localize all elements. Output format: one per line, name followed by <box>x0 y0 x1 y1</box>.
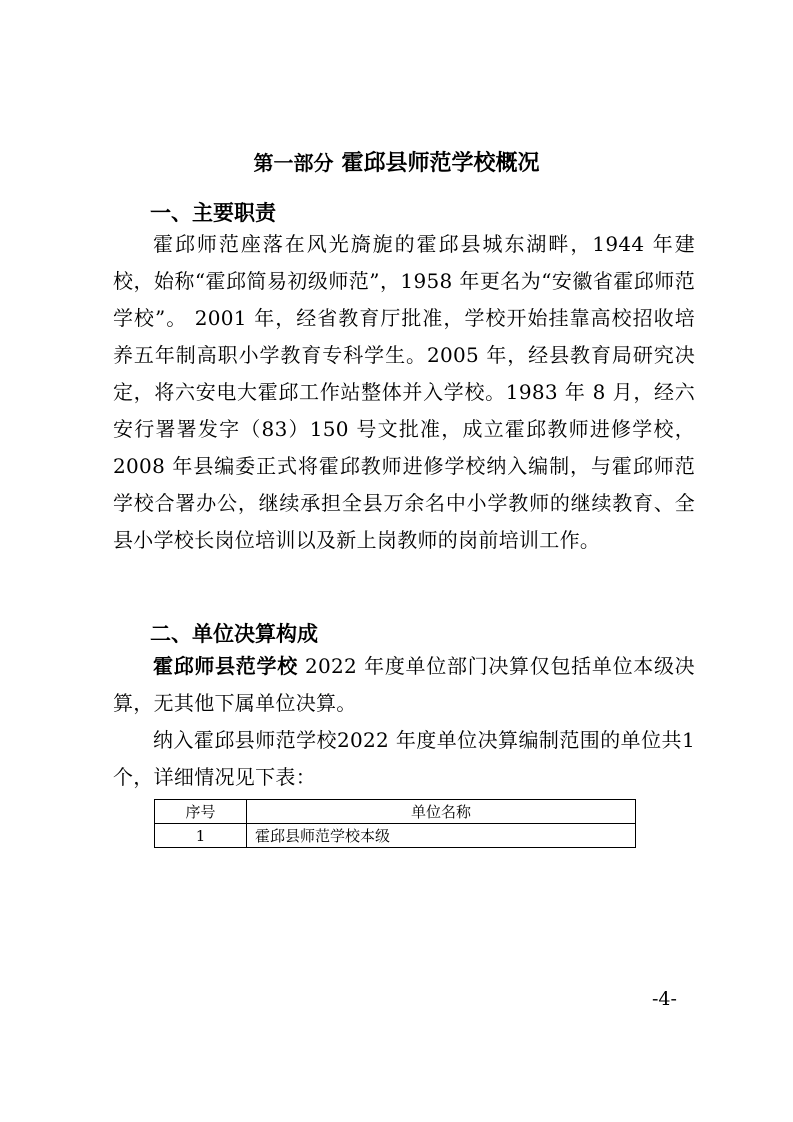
header-index: 序号 <box>155 800 247 824</box>
title-part: 第一部分 <box>253 151 334 175</box>
row-unit-name: 霍邱县师范学校本级 <box>247 824 636 848</box>
title-name: 霍邱县师范学校概况 <box>341 151 540 176</box>
page-number: -4- <box>652 988 677 1010</box>
unit-table <box>154 799 636 848</box>
header-unit-name: 单位名称 <box>247 800 636 824</box>
composition-paragraph-2: 纳入霍邱县师范学校2022 年度单位决算编制范围的单位共1个，详细情况见下表： <box>113 728 695 789</box>
composition-paragraph-1-text: 2022 年度单位部门决算仅包括单位本级决算，无其他下属单位决算。 <box>113 654 695 715</box>
page-title <box>0 146 793 177</box>
duties-paragraph: 霍邱师范座落在风光旖旎的霍邱县城东湖畔，1944 年建校，始称“霍邱简易初级师范”，1958 年更名为“安徽省霍邱师范学校”。 2001 年，经省教育厅批准，学校开始挂靠高校招收培养五年制高职小学教育专科学生。2005 年，经县教育局研究决定，将六安电大霍邱工作站整体并入学校。1983 年 8 月，经六安行署署发字（83）150 号文批准，成立霍邱教师进修学校，2008 年县编委正式将霍邱教师进修学校纳入编制，与霍邱师范学校合署办公，继续承担全县万余名中小学教师的继续教育、全县小学校长岗位培训以及新上岗教师的岗前培训工作。 <box>113 232 695 552</box>
unit-name-bold: 霍邱师县范学校 <box>153 654 298 678</box>
table-row <box>155 824 636 848</box>
row-index: 1 <box>155 824 247 848</box>
section-heading-duties: 一、主要职责 <box>150 201 276 225</box>
composition-paragraph-1 <box>113 648 695 722</box>
table-header-row <box>155 800 636 824</box>
section-heading-composition: 二、单位决算构成 <box>150 622 318 646</box>
